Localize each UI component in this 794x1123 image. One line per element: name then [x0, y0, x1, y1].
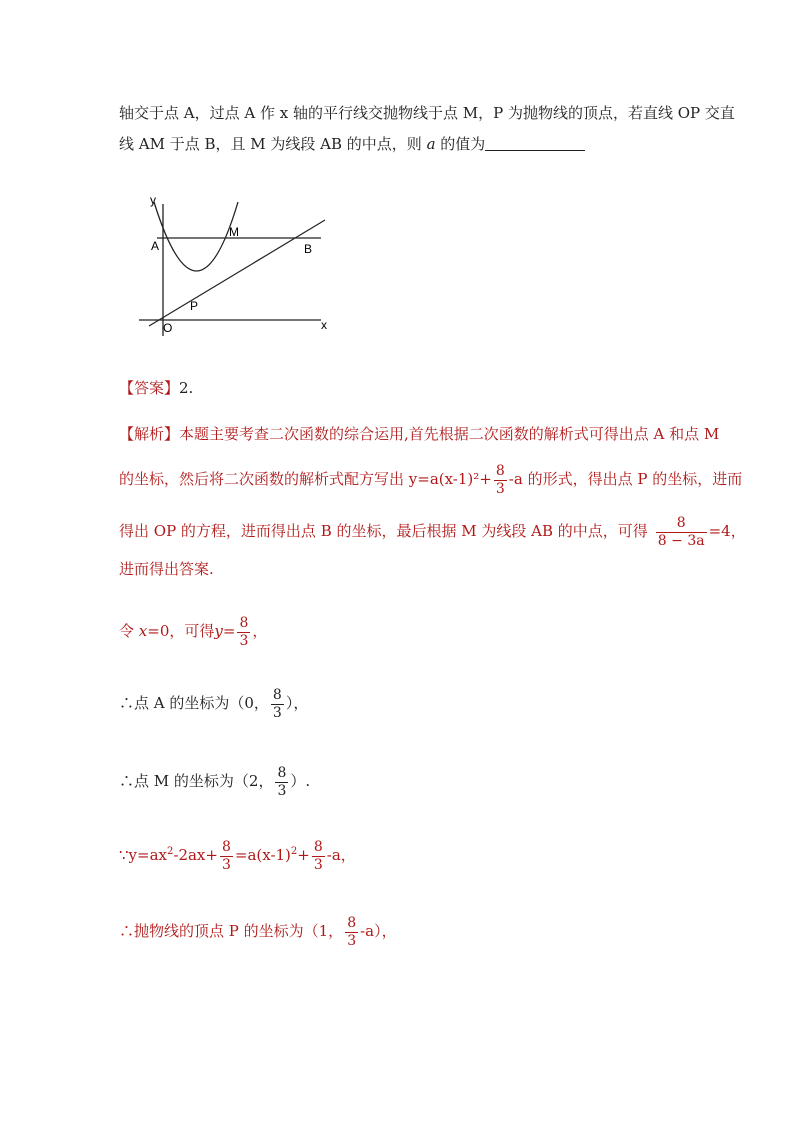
analysis-line-4: 进而得出答案.	[119, 560, 214, 578]
fraction: $\frac{8}{3}$	[221, 838, 231, 873]
fraction: $\frac{8}{3}$	[313, 838, 323, 873]
label-p: P	[190, 299, 199, 313]
analysis-line-3	[119, 512, 746, 550]
problem-text: 的值为	[435, 135, 486, 153]
analysis-text: =4，	[708, 522, 746, 540]
fraction: $\frac{8}{3}$	[347, 914, 357, 949]
analysis-line-1	[119, 424, 719, 444]
fraction: $\frac{8}{3}$	[495, 462, 505, 497]
answer-tag: 【答案】	[119, 379, 180, 397]
parabola-curve	[154, 202, 238, 271]
answer-blank	[485, 136, 585, 151]
label-m: M	[229, 225, 239, 239]
fraction: $\frac{8}{3}$	[239, 614, 249, 649]
step-1: 令 x=0，可得y= $\frac{8}{3}$ ，	[119, 614, 268, 649]
label-a: A	[151, 239, 160, 253]
label-o: O	[163, 321, 173, 335]
problem-text: 线 AM 于点 B，且 M 为线段 AB 的中点，则	[119, 135, 427, 153]
label-b: B	[304, 242, 313, 256]
analysis-text: 的形式，得出点 P 的坐标，进而	[522, 470, 743, 488]
fraction: $\frac{8}{8 - 3a}$	[657, 514, 705, 549]
step-4: $\because y=ax^2-2ax+$ $\frac{8}{3}$ $=a(x-1)^2+$ $\frac{8}{3}$ -a，	[119, 838, 356, 873]
analysis-text: 得出 OP 的方程，进而得出点 B 的坐标，最后根据 M 为线段 AB 的中点，可得	[119, 522, 648, 540]
analysis-line-2	[119, 460, 742, 498]
problem-line-2	[119, 134, 585, 154]
step-5: ∴抛物线的顶点 P 的坐标为（1， $\frac{8}{3}$ -a），	[119, 914, 397, 949]
analysis-text: 本题主要考查二次函数的综合运用,首先根据二次函数的解析式可得出点 A 和点 M	[179, 425, 720, 443]
label-x: x	[321, 318, 327, 332]
analysis-text: 的坐标，然后将二次函数的解析式配方写出 y=a(x-1)²+	[119, 470, 492, 488]
analysis-tag: 【解析】	[119, 425, 180, 443]
step-2: ∴点 A 的坐标为（0， $\frac{8}{3}$ ），	[119, 686, 309, 721]
step-3: ∴点 M 的坐标为（2， $\frac{8}{3}$ ）.	[119, 764, 311, 799]
label-y: y	[150, 193, 156, 207]
fraction: $\frac{8}{3}$	[277, 764, 287, 799]
analysis-text: -a	[508, 470, 523, 488]
answer-value: 2.	[179, 379, 194, 397]
answer-line	[119, 378, 193, 398]
problem-line-1: 轴交于点 A，过点 A 作 x 轴的平行线交抛物线于点 M，P 为抛物线的顶点，若直线 OP 交直	[119, 104, 735, 122]
parabola-figure	[135, 190, 335, 340]
fraction: $\frac{8}{3}$	[272, 686, 282, 721]
variable-a: a	[426, 135, 436, 153]
